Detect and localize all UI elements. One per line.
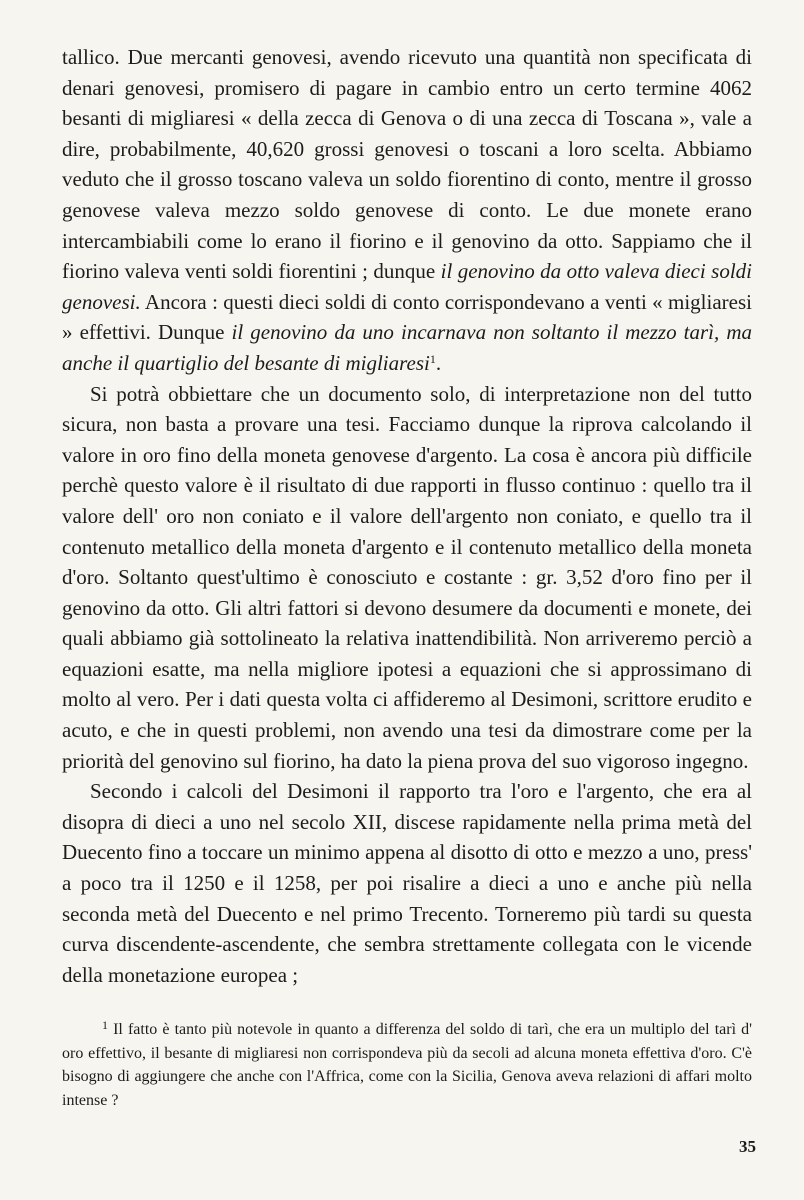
text-run: .	[435, 350, 442, 375]
footnote-text: Il fatto è tanto più notevole in quanto a differenza del soldo di tarì, che era un multiplo del tarì d' oro effettivo, il besante di migliaresi non corrispondeva più da secoli ad alcuna moneta effettiva d'oro. C'è bisogno di aggiungere che anche con l'Affrica, come con la Sicilia, Genova aveva relazioni di affari molto intense ?	[62, 1021, 752, 1109]
footnote-marker: 1	[102, 1018, 108, 1032]
italic-text: il genovino da uno incarnava non soltanto il mezzo tarì, ma anche il quartiglio del besante di migliaresi	[62, 320, 752, 375]
main-text	[62, 42, 752, 990]
footnote-paragraph	[62, 1018, 752, 1112]
page-number: 35	[739, 1137, 756, 1156]
paragraph	[62, 42, 752, 379]
italic-text: il genovino da otto valeva dieci soldi genovesi.	[62, 259, 752, 314]
footnote	[62, 1018, 752, 1112]
text-run: Ancora : questi dieci soldi di conto corrispondevano a venti « migliaresi » effettivi. Dunque	[62, 289, 752, 345]
text-run: Si potrà obbiettare che un documento solo, di interpretazione non del tutto sicura, non basta a provare una tesi. Facciamo dunque la riprova calcolando il valore in oro fino della moneta genovese d'argento. La cosa è ancora più difficile perchè questo valore è il risultato di due rapporti in flusso continuo : quello tra il valore dell' oro non coniato e il valore dell'argento non coniato, e quello tra il contenuto metallico della moneta d'argento e il contenuto metallico della moneta d'oro. Soltanto quest'ultimo è conosciuto e costante : gr. 3,52 d'oro fino per il genovino da otto. Gli altri fattori si devono desumere da documenti e monete, dei quali abbiamo già sottolineato la relativa inattendibilità. Non arriveremo perciò a equazioni esatte, ma nella migliore ipotesi a equazioni che si approssimano di molto al vero. Per i dati questa volta ci affideremo al Desimoni, scrittore erudito e acuto, e che in questi problemi, non avendo una tesi da dimostrare come per la priorità del genovino sul fiorino, ha dato la piena prova del suo vigoroso ingegno.	[62, 381, 752, 773]
text-run: tallico. Due mercanti genovesi, avendo ricevuto una quantità non specificata di denari genovesi, promisero di pagare in cambio entro un certo termine 4062 besanti di migliaresi « della zecca di Genova o di una zecca di Toscana », vale a dire, probabilmente, 40,620 grossi genovesi o toscani a loro scelta. Abbiamo veduto che il grosso toscano valeva un soldo fiorentino di conto, mentre il grosso genovese valeva mezzo soldo genovese di conto. Le due monete erano intercambiabili come lo erano il fiorino e il genovino da otto. Sappiamo che il fiorino valeva venti soldi fiorentini ; dunque	[62, 45, 752, 284]
paragraph	[62, 379, 752, 777]
footnote-reference: 1	[429, 351, 436, 366]
paragraph	[62, 776, 752, 990]
text-run: Secondo i calcoli del Desimoni il rapporto tra l'oro e l'argento, che era al disopra di dieci a uno nel secolo XII, discese rapidamente nella prima metà del Duecento fino a toccare un minimo appena al disotto di otto e mezzo a uno, press' a poco tra il 1250 e il 1258, per poi risalire a dieci a uno e anche più nella seconda metà del Duecento e nel primo Trecento. Torneremo più tardi su questa curva discendente-ascendente, che sembra strettamente collegata con le vicende della monetazione europea ;	[62, 779, 752, 987]
